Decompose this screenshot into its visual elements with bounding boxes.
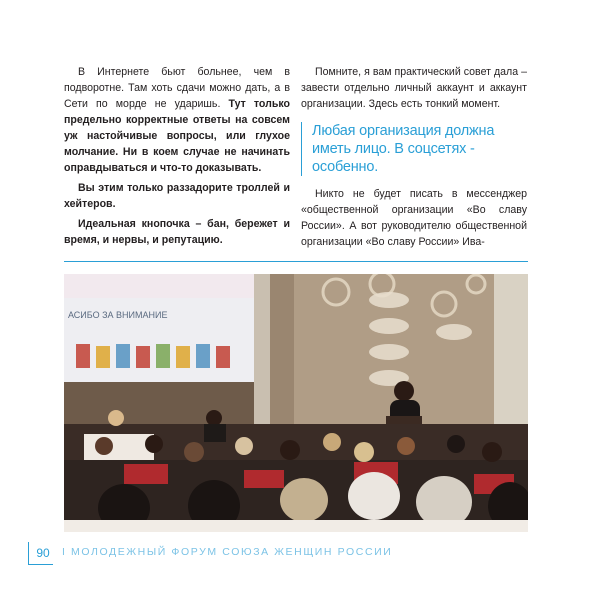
screen-caption: АСИБО ЗА ВНИМАНИЕ: [68, 310, 168, 320]
left-paragraph-3-bold: Идеальная кнопочка – бан, бережет и время, и нервы, и репутацию.: [64, 218, 290, 246]
left-paragraph-1-text: В Интернете бьют больнее, чем в подворотне. Там хоть сдачи можно дать, а в Сети по морде не ударишь.: [64, 66, 290, 110]
left-paragraph-3: [64, 216, 290, 248]
right-paragraph-2: Никто не будет писать в мессенджер «общественной организации «Во славу России». А вот руководителю общественной организации «Во славу России» Ива-: [301, 188, 527, 248]
pull-quote: Любая организация должна иметь лицо. В соцсетях - особенно.: [301, 122, 527, 176]
conference-photo-illustration: [64, 274, 528, 532]
right-paragraph-1: Помните, я вам практический совет дала – завести отдельно личный аккаунт и аккаунт организации. Здесь есть тонкий момент.: [301, 66, 527, 110]
left-text-column: [64, 64, 290, 248]
running-footer-title: I МОЛОДЕЖНЫЙ ФОРУМ СОЮЗА ЖЕНЩИН РОССИИ: [62, 546, 393, 558]
page-number: 90: [28, 542, 53, 565]
left-paragraph-1: [64, 64, 290, 176]
conference-photo: [64, 274, 528, 532]
left-paragraph-2: [64, 180, 290, 212]
right-text-column: [301, 64, 527, 250]
left-paragraph-1-bold: Тут только предельно корректные ответы на совсем уж настойчивые вопросы, или глухое молчание. Ни в коем случае не начинать оправдываться и что-то доказывать.: [64, 98, 291, 174]
section-divider: [64, 261, 528, 262]
left-paragraph-2-bold: Вы этим только раззадорите троллей и хейтеров.: [64, 182, 290, 210]
